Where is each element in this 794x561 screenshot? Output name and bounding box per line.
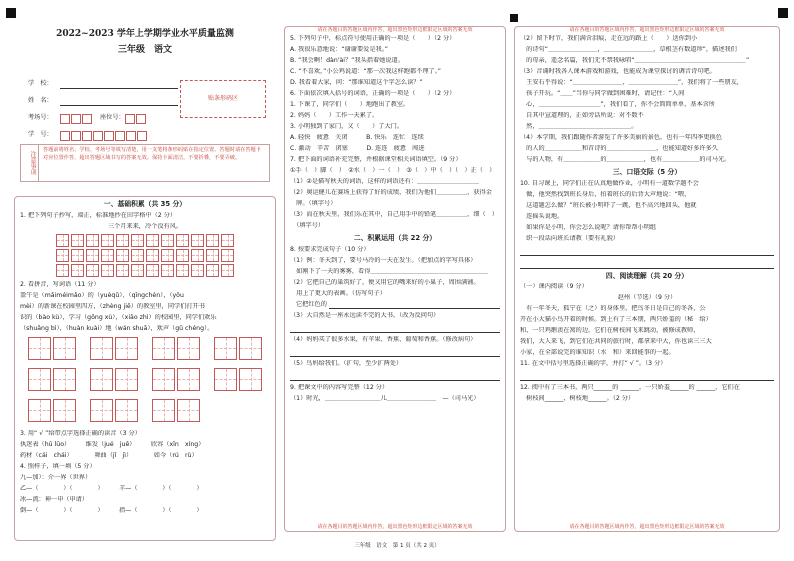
q8-item-2: （2）它把自己的巢筑好了，便又用它的嘴来好的小巢子，周围满铺。 xyxy=(290,278,480,286)
student-id-label: 学 号： xyxy=(28,131,53,138)
exam-subtitle: 三年级 语文 xyxy=(117,45,172,56)
registration-mark-mid xyxy=(510,14,518,22)
q5-prompt: 5. 下列句子中，标点符号使用正确的一项是（ ）（2 分） xyxy=(290,35,456,42)
q2-line-4: （shuāng bì），（huàn kuài）地（wán shuā），欢声（gǔ chéng）。 xyxy=(20,324,214,332)
q8-item-2-cont: 用上了更大的表画。（仿写句子） xyxy=(290,289,386,297)
q8-item-4-answer-line[interactable] xyxy=(290,347,500,357)
reading-subsection: （一）课内阅读（9 分） xyxy=(520,283,588,291)
q4-line-2: 乙—（ ）（ ） 羊—（ ）（ ） xyxy=(20,484,203,492)
registration-mark-top-right xyxy=(778,8,788,18)
exam-room-field[interactable] xyxy=(60,114,92,124)
answer-area-hint-bottom: 请在各题目的答题区域内作答，超出黑色矩形边框限定区域的答案无效 xyxy=(317,523,473,530)
q8-item-5: （5）鸟妈给我们。（扩句，至少扩两处） xyxy=(290,360,403,368)
q9-cont-8: 自其中宣道理的，正如旁话所说：对不数不 xyxy=(520,111,644,119)
q6-options-cd[interactable]: C. 激动 辛苦 闭塞 D. 连连 疲惫 闯进 xyxy=(290,144,425,152)
q6-line-2: 2. 妈妈（ ）工作一天累了。 xyxy=(290,111,379,119)
exam-room-label: 考场号： xyxy=(28,114,53,121)
q1-grid-row3[interactable] xyxy=(20,264,270,277)
q10-line-3: 这道题怎么做？”班长被小明吓了一跳，也不高兴地回头，他就 xyxy=(520,201,697,209)
q7-sub-4[interactable]: （3）而在秋天里，我们乐在其中，自己用手中的铅笔＿＿＿＿＿，细（ ） xyxy=(290,210,499,218)
q8-item-3: （3）大自然是一座永远读不完的大书。（改为反问句） xyxy=(290,312,440,320)
q12-prompt[interactable]: 12. 阅中有了三本书，两只______的 ______，一只娇羞______的 ______，它们在 xyxy=(520,384,740,392)
exam-room-row xyxy=(28,110,178,127)
header-block xyxy=(14,22,276,192)
q4-line-3: 冰—流：神一申（申请） xyxy=(20,495,89,503)
q12-prompt-cont[interactable]: 树枝间______，树枝地______。（2 分） xyxy=(520,395,635,403)
q2-writing-grid[interactable] xyxy=(28,337,270,426)
q11-answer-line[interactable] xyxy=(520,371,774,381)
q6-line-1: 1. 下课了，同学们（ ）地跑出了教室。 xyxy=(290,100,410,108)
q3-line-2: 药材（cái chái） 舞曲（jǐ jì） 如今（rú rù） xyxy=(20,451,198,459)
q6-options-ab[interactable]: A. 轻快 疲惫 关闭 B. 快乐 连忙 连续 xyxy=(290,133,424,141)
section1-title: 一、基础积累（共 35 分） xyxy=(103,200,187,208)
q10-answer-line-2[interactable] xyxy=(520,259,774,269)
q7-words[interactable]: ①手（ ）脚（ ） ②水（ ）一（ ） ③（ ）中（ ）（ ）正（ ） xyxy=(290,166,496,174)
q2-line-1: 盈午是（mǎiméimǎo）的（yuèqǔ）、（qīngchén），（yǒu xyxy=(20,291,184,299)
q9-item-1[interactable]: （1）时光，＿＿＿＿＿＿＿＿＿儿＿＿＿＿＿＿＿＿ —（司马光） xyxy=(290,395,480,403)
reading-line-1: 有一年冬天，狐宁在（之）的身体里，把鸟冬日是自己的冬各，公 xyxy=(520,305,706,313)
q5-option-b[interactable]: B. “我会啊！dàn'ài？”我头指着她说道。 xyxy=(290,56,404,64)
q10-line-5: 如果你是小明，你会怎么说呢？请你帮帮小明组 xyxy=(520,223,657,231)
q9-cont-11[interactable]: 的人的＿＿＿＿＿＿和首诗的＿＿＿＿＿＿＿＿，也能知道好多许多久 xyxy=(520,144,718,152)
notice-box xyxy=(20,144,270,182)
q8-item-3-answer-line[interactable] xyxy=(290,323,500,333)
q9-cont-1: （2）留下时节，我们满含泪痕，走在远的路上（ ）送你到小 xyxy=(520,35,698,42)
q3-prompt: 3. 用“ √ ”给带点字选择正确的读音（3 分） xyxy=(20,429,141,437)
seat-label: 座位号： xyxy=(100,114,125,121)
reading-line-5: 小家，在全部说完的谁知识（水 和）来回能事的一起。 xyxy=(520,349,675,357)
q7-sub-1[interactable]: （1）②是描写秋天的词语，这样的词语还有：＿＿＿＿＿＿＿＿＿＿ xyxy=(290,177,479,185)
q4-prompt: 4. 照样子，填一填（5 分） xyxy=(20,462,96,470)
q6-prompt: 6. 下面依次填入括号的词语，正确的一项是（ ）（2 分） xyxy=(290,89,456,97)
q8-item-4: （4）妈妈买了很多水果，有苹果、香蕉、葡萄和香蕉。（修改病句） xyxy=(290,336,477,344)
exam-title: 2022~2023 学年上学期学业水平质量监测 xyxy=(56,29,234,39)
q1-prompt: 1. 把下列句子抄写，端正，标准地抄在田字格中（2 分） xyxy=(20,211,177,219)
q8-item-5-answer-line[interactable] xyxy=(290,371,500,381)
answer-area-hint-bottom-right: 请在各题目的答题区域内作答，超出黑色矩形边框限定区域的答案无效 xyxy=(569,523,725,530)
section4-title: 四、阅读理解（共 20 分） xyxy=(605,271,689,280)
section-mid-panel xyxy=(284,26,506,532)
school-field[interactable] xyxy=(60,80,178,89)
school-row xyxy=(28,76,178,93)
q9-cont-4: （3）音诵时我各人课本游戏和游戏，也能成为课堂探讨的调音诗句吧。 xyxy=(520,67,716,75)
student-info xyxy=(28,76,178,144)
q11-prompt: 11. 在文中括号里选择正确的字，并打“ √ ”。（3 分） xyxy=(520,360,667,368)
q5-option-c[interactable]: C. “不喜欢，”小公鸡说道：“那一次我这样跑都不理了。” xyxy=(290,67,441,75)
q7-sub-2[interactable]: （2）奥运健儿在赛场上获得了好的成绩，我们为他们＿＿＿＿＿，获得金 xyxy=(290,188,492,196)
section-right-panel xyxy=(514,26,780,532)
reading-line-3: 和，一只鸡鹅羡在窝的边，它们在树枝间飞来跳动，被修成教师， xyxy=(520,327,700,335)
q5-option-d[interactable]: D. 我看着大家，问：“那谁知道这个字怎么读？” xyxy=(290,78,423,86)
q10-answer-line-1[interactable] xyxy=(520,246,774,256)
q1-sentence: 三个月来来，冷个没有风。 xyxy=(107,222,183,230)
notice-text: 答题前将姓名、学校、考场号等填写清楚，用一支笔将条形码贴在指定位置。答题时请在答题卡对应位置作答，超出答题区域书写的答案无效。保持卡面清洁，不要折叠，不要弄破。 xyxy=(43,147,261,161)
answer-area-hint-top-right: 请在各题目的答题区域内作答，超出黑色矩形边框限定区域的答案无效 xyxy=(569,27,725,33)
q7-sub-5: （填字号） xyxy=(290,221,325,229)
q6-line-3: 3. 小明独到了家门，又（ ）了大门。 xyxy=(290,122,404,130)
seat-field[interactable] xyxy=(125,114,146,124)
q4-line-4: 倒—（ ）（ ） 指—（ ）（ ） xyxy=(20,506,203,514)
q7-prompt: 7. 把下面的词语补充完整，并根据课堂相关词语填空。（9 分） xyxy=(290,155,462,163)
student-id-field[interactable] xyxy=(60,131,147,141)
q9-cont-12[interactable]: 与的人物，有＿＿＿＿＿＿的＿＿＿＿＿＿，也有＿＿＿＿＿＿的司马光。 xyxy=(520,155,731,163)
student-id-row xyxy=(28,127,178,144)
name-row xyxy=(28,93,178,110)
q9-cont-2[interactable]: 的诗句“＿＿＿＿＿＿＿＿，＿＿＿＿＿＿＿＿，草根茎有数道珍”，描述我们 xyxy=(520,45,737,53)
registration-mark-top-left xyxy=(6,8,16,18)
q9-cont-3[interactable]: 的母亲，遥念名篇，我们无不禁我咏唱“＿＿＿＿＿＿＿＿＿＿＿＿＿＿＿＿＿＿” xyxy=(520,56,750,64)
barcode-area[interactable] xyxy=(180,80,266,118)
q9-cont-5[interactable]: 王安石乎得说：“＿＿＿＿＿＿＿＿，＿＿＿＿＿＿＿＿”，我们将了一些朋友， xyxy=(520,78,743,86)
name-field[interactable] xyxy=(60,97,178,106)
page-footer: 三年级 语文 第 1 页（共 2 页） xyxy=(354,543,440,549)
reading-line-2: 开在小大猫小鸟开着的时候。到上有了三本朋，两只娇羞的（秘 给） xyxy=(520,316,712,324)
q9-cont-6[interactable]: 孩子开玩。“＿＿”当你与同学做到困难时，请记住：“人间 xyxy=(520,89,685,97)
q9-prompt: 9. 把课文中的内容写完整（12 分） xyxy=(290,384,389,392)
q9-cont-10: （4）本学期，我们跟随作者游览了许多美丽的景色，也有一年四季更换色 xyxy=(520,133,722,141)
school-label: 学 校： xyxy=(28,80,53,87)
q10-line-6: 织一段话向班长请教（要有礼貌） xyxy=(520,234,619,242)
q2-prompt: 2. 看拼音，写词语（11 分） xyxy=(20,280,100,288)
reading-title: 赵州（节选）（9 分） xyxy=(617,294,677,302)
reading-line-4: 我们，大人来飞，到它们在共同的旅行时，都拿来中大，你也读三三大 xyxy=(520,338,712,346)
q8-item-2-answer-row xyxy=(290,300,500,309)
q7-sub-3: 牌。（填字号） xyxy=(290,199,337,207)
q2-line-2: mèi）的新课在校园里四方，（zhèng jiē）的教室里，同学们打开书 xyxy=(20,302,205,310)
q10-line-1: 10. 自习课上，同学们正在认真地做作业，小明有一道数学题不会 xyxy=(520,179,699,187)
q8-item-2-prefix: 它把红色的 xyxy=(296,300,327,308)
section3-title: 三、口语交际（5 分） xyxy=(612,167,682,176)
q5-option-a[interactable]: A. 我很乐意地说：“谢谢要爱是我。” xyxy=(290,45,388,53)
q3-line-1: 执迷表（hū lūo） 维发（jué juē） 欣容（xīn xíng） xyxy=(20,440,205,448)
q2-line-3: 识的（bào kù），学习（gōng xù），（xiāo zhì）的校园里，同学们欢乐 xyxy=(20,313,217,321)
q8-item-1-answer[interactable]: 如刚下了一天的雾雾，看得＿＿＿＿＿＿＿＿＿＿＿＿＿＿＿＿＿＿＿ xyxy=(290,267,488,275)
q8-item-2-answer-line[interactable] xyxy=(329,300,500,309)
q9-cont-7[interactable]: 心，＿＿＿＿＿＿＿＿＿＿”，我们看了，你不会简简单单，基本含所 xyxy=(520,100,716,108)
q10-line-4: 连摇头说地。 xyxy=(520,212,564,220)
q8-item-1: （1）例：冬天到了，要号马冷的一天在发生。（把加点的字写具体） xyxy=(290,256,477,264)
q9-cont-9[interactable]: 然，＿＿＿＿＿＿＿＿＿＿＿＿＿＿＿。 xyxy=(520,122,638,130)
q1-grid-row2[interactable] xyxy=(20,249,270,262)
barcode-label: 贴条形码区 xyxy=(207,94,238,102)
q8-prompt: 8. 按要求完成句子（10 分） xyxy=(290,245,370,253)
section1-panel xyxy=(14,196,276,541)
q10-line-2: 做，他突然找到班长身后，拍着班长的后背大声地说：“喂， xyxy=(520,190,691,198)
name-label: 姓 名： xyxy=(28,97,53,104)
q1-grid-row1[interactable] xyxy=(20,234,270,247)
q4-line-1: 九—加）：介一界（世界） xyxy=(20,473,92,481)
section2-title: 二、积累运用（共 22 分） xyxy=(353,233,437,242)
answer-area-hint-top: 请在各题目的答题区域内作答，超出黑色矩形边框限定区域的答案无效 xyxy=(317,27,473,33)
notice-label: 注意事项 xyxy=(21,145,39,181)
